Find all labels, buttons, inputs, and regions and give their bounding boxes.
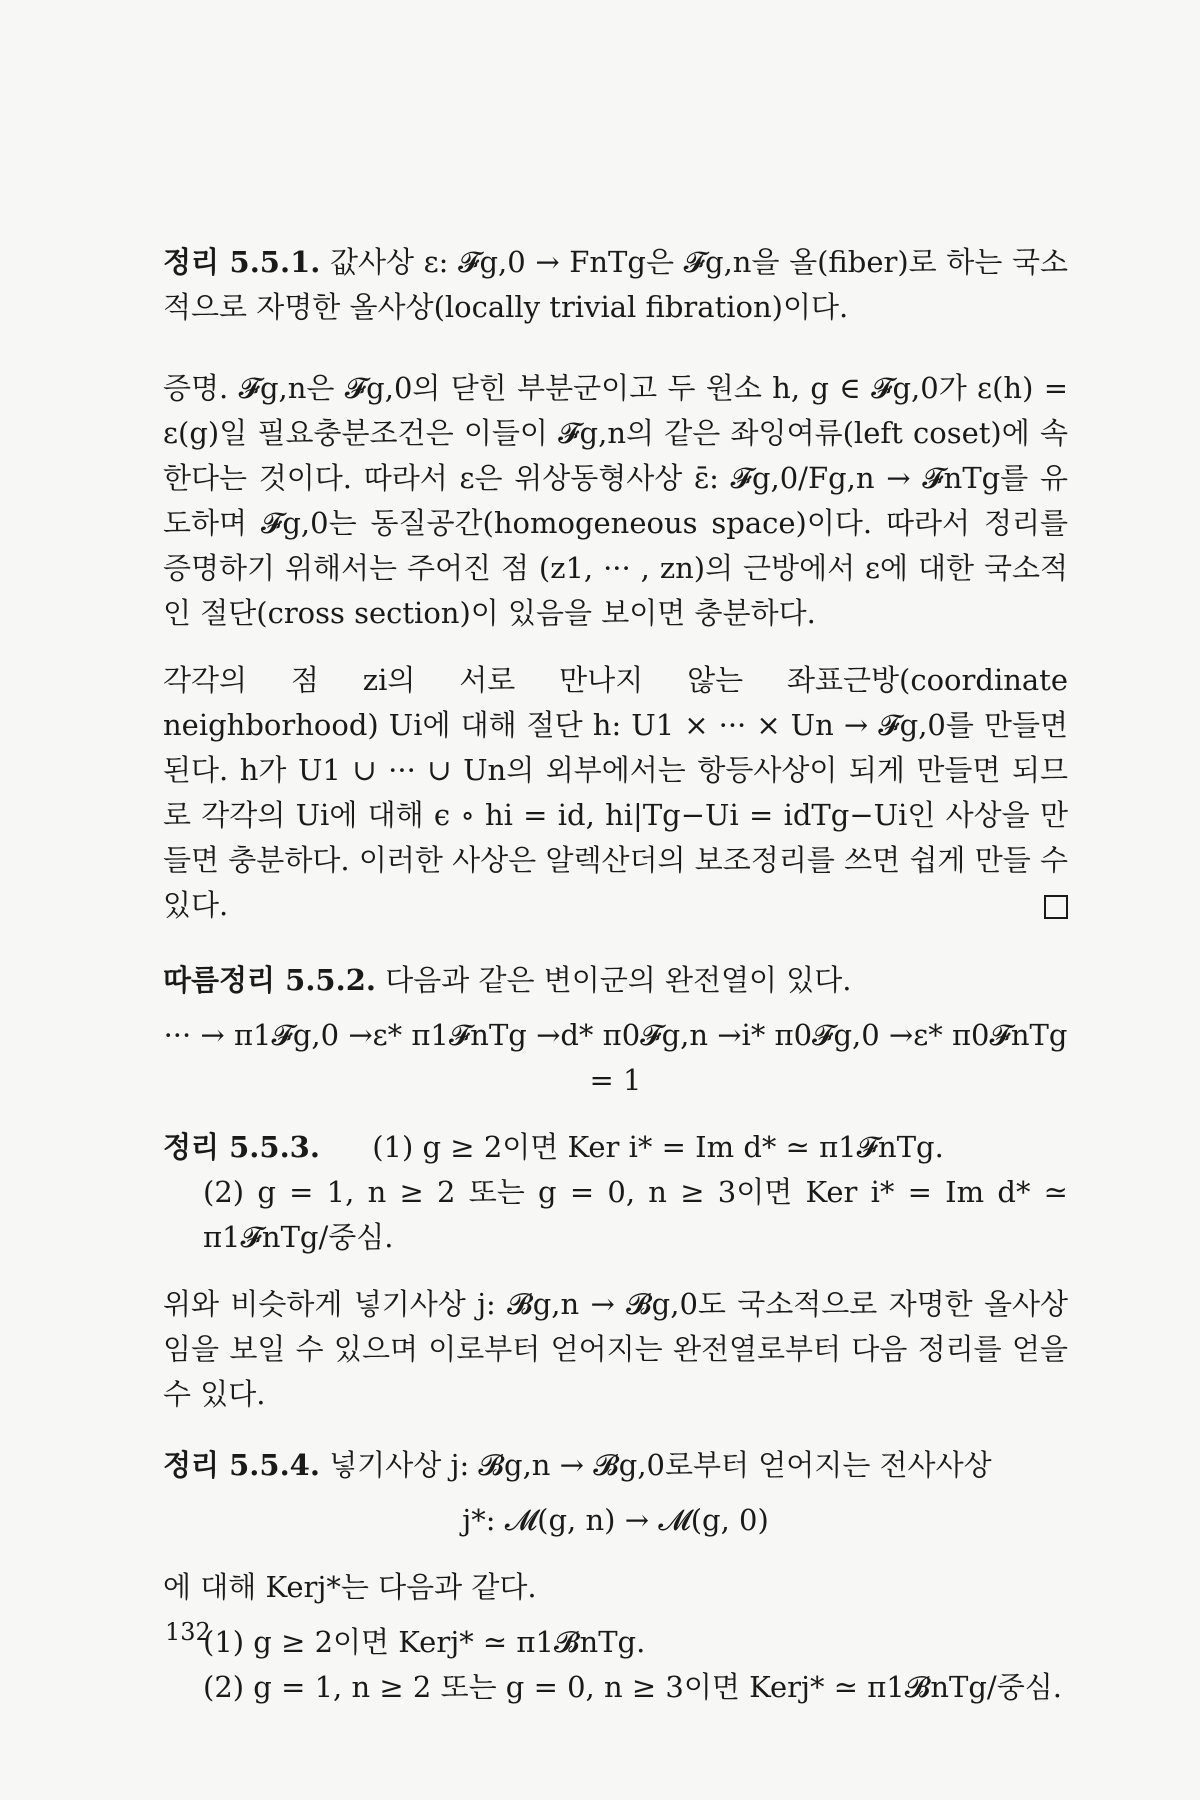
proof-paragraph-2: [163, 658, 1068, 928]
qed-box: [1044, 895, 1068, 919]
page-number: 132: [165, 1618, 211, 1646]
exact-sequence-formula: ··· → π1𝓕g,0 →ε* π1𝓕nTg →d* π0𝓕g,n →i* π0𝓕g,0 →ε* π0𝓕nTg = 1: [163, 1018, 1068, 1097]
proof-text: 증명. 𝓕g,n은 𝓕g,0의 닫힌 부분군이고 두 원소 h, g ∈ 𝓕g,0가 ε(h) = ε(g)일 필요충분조건은 이들이 𝓕g,n의 같은 좌잉여류(left coset)에 속한다는 것이다. 따라서 ε은 위상동형사상 ε̄: 𝓕g,0/Fg,n → 𝓕nTg를 유도하며 𝓕g,0는 동질공간(homogeneous space)이다. 따라서 정리를 증명하기 위해서는 주어진 점 (z1, ··· , zn)의 근방에서 ε에 대한 국소적인 절단(cross section)이 있음을 보이면 충분하다.: [163, 371, 1068, 630]
theorem-item-2: (2) g = 1, n ≥ 2 또는 g = 0, n ≥ 3이면 Kerj* ≃ π1𝓑nTg/중심.: [203, 1670, 1062, 1704]
theorem-item-1: (1) g ≥ 2이면 Ker i* = Im d* ≃ π1𝓕nTg.: [372, 1130, 944, 1164]
theorem-5-5-3: [163, 1125, 1068, 1260]
theorem-heading: 정리 5.5.3.: [163, 1130, 320, 1164]
theorem-text: 값사상 ε: 𝓕g,0 → FnTg은 𝓕g,n을 올(fiber)로 하는 국소적으로 자명한 올사상(locally trivial fibration)이다.: [163, 245, 1068, 324]
theorem-item-1: (1) g ≥ 2이면 Kerj* ≃ π1𝓑nTg.: [203, 1625, 646, 1659]
corollary-5-5-2: [163, 958, 1068, 1003]
surjection-formula: j*: 𝓜(g, n) → 𝓜(g, 0): [462, 1503, 769, 1537]
theorem-heading: 정리 5.5.1.: [163, 245, 321, 279]
theorem-text: 넣기사상 j: 𝓑g,n → 𝓑g,0로부터 얻어지는 전사사상: [329, 1448, 992, 1482]
page-content: [163, 240, 1068, 1710]
body-paragraph: 위와 비슷하게 넣기사상 j: 𝓑g,n → 𝓑g,0도 국소적으로 자명한 올사상임을 보일 수 있으며 이로부터 얻어지는 완전열로부터 다음 정리를 얻을 수 있다.: [163, 1287, 1068, 1411]
theorem-item-2: (2) g = 1, n ≥ 2 또는 g = 0, n ≥ 3이면 Ker i* = Im d* ≃ π1𝓕nTg/중심.: [203, 1175, 1068, 1254]
corollary-text: 다음과 같은 변이군의 완전열이 있다.: [385, 963, 852, 997]
theorem-heading: 정리 5.5.4.: [163, 1448, 320, 1482]
proof-text-2: 각각의 점 zi의 서로 만나지 않는 좌표근방(coordinate neighborhood) Ui에 대해 절단 h: U1 × ··· × Un → 𝓕g,0를 만들면 된다. h가 U1 ∪ ··· ∪ Un의 외부에서는 항등사상이 되게 만들면 되므로 각각의 Ui에 대해 ϵ ∘ hi = id, hi|Tg−Ui = idTg−Ui인 사상을 만들면 충분하다. 이러한 사상은 알렉산더의 보조정리를 쓰면 쉽게 만들 수 있다.: [163, 663, 1068, 922]
theorem-5-5-4: [163, 1443, 1068, 1488]
theorem-continuation: 에 대해 Kerj*는 다음과 같다.: [163, 1570, 537, 1604]
theorem-5-5-1: [163, 240, 1068, 330]
proof-paragraph-1: [163, 366, 1068, 636]
corollary-heading: 따름정리 5.5.2.: [163, 963, 376, 997]
